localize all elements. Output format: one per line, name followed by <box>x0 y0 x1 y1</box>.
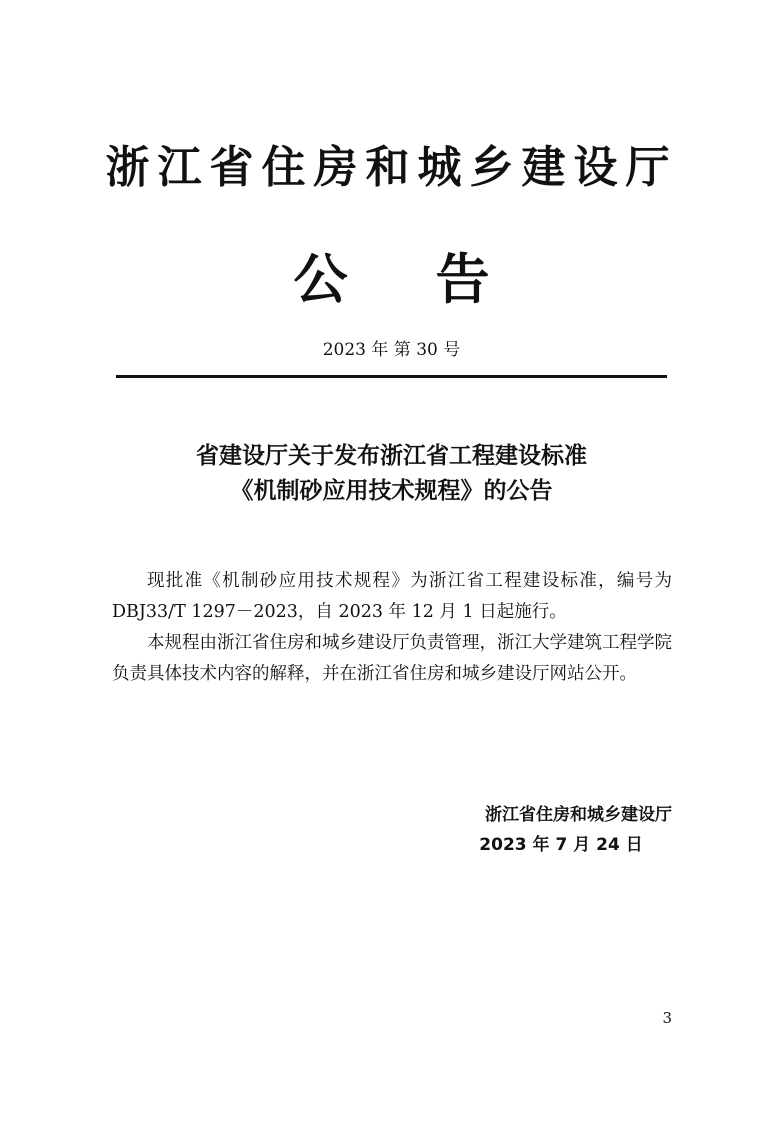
signature-organization: 浙江省住房和城乡建设厅 <box>485 805 672 825</box>
header-divider <box>116 375 667 378</box>
document-type-heading <box>0 244 783 314</box>
document-type-char-2: 告 <box>435 247 490 311</box>
body-paragraph-2: 本规程由浙江省住房和城乡建设厅负责管理，浙江大学建筑工程学院负责具体技术内容的解释，并在浙江省住房和城乡建设厅网站公开。 <box>112 633 672 684</box>
announcement-title <box>0 438 783 508</box>
body-paragraph-1: 现批准《机制砂应用技术规程》为浙江省工程建设标准，编号为 DBJ33/T 1297－2023，自 2023 年 12 月 1 日起施行。 <box>112 571 672 622</box>
announcement-title-line-2: 《机制砂应用技术规程》的公告 <box>230 477 553 504</box>
signature-block <box>440 800 672 860</box>
document-number: 2023 年 第 30 号 <box>322 340 461 360</box>
document-type-char-1: 公 <box>293 247 348 311</box>
announcement-body <box>112 566 672 690</box>
announcement-title-line-1: 省建设厅关于发布浙江省工程建设标准 <box>196 442 587 469</box>
issuing-authority: 浙江省住房和城乡建设厅 <box>105 142 678 193</box>
page-number: 3 <box>662 1009 672 1027</box>
signature-date: 2023 年 7 月 24 日 <box>479 835 643 855</box>
